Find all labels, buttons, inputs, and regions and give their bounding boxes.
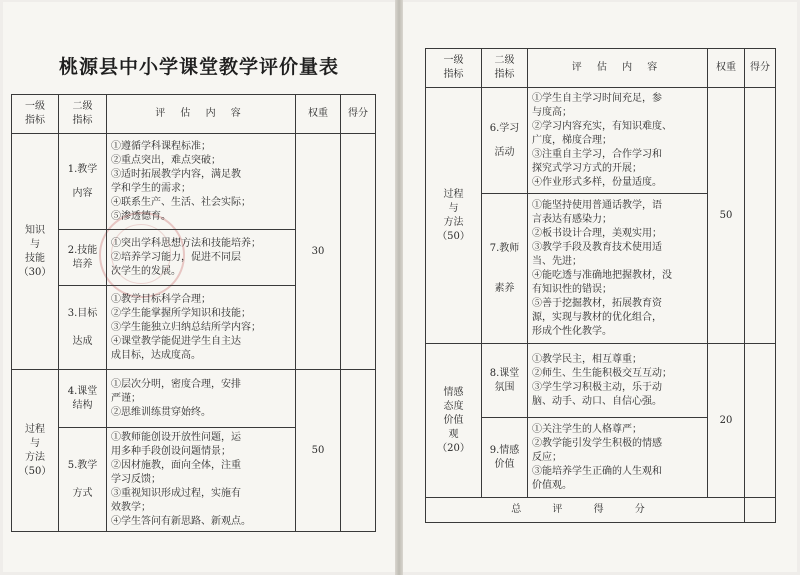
- level2-cell: 2.技能 培养: [59, 230, 107, 286]
- evaluation-table-left: [11, 94, 376, 532]
- total-score-cell[interactable]: [745, 498, 776, 523]
- header-content: 评 估 内 容: [107, 95, 296, 134]
- table-row: [12, 370, 376, 428]
- table-header: [426, 49, 776, 88]
- right-page: [403, 2, 797, 572]
- score-cell[interactable]: [341, 370, 376, 532]
- header-score: 得分: [745, 49, 776, 88]
- level2-cell: 1.教学 内容: [59, 134, 107, 230]
- level1-cell: 情感 态度 价值 观 （20）: [426, 344, 482, 498]
- content-cell: ①遵循学科课程标准； ②重点突出，难点突破； ③适时拓展教学内容，满足教 学和学生的需求； ④联系生产、生活、社会实际； ⑤渗透德育。: [107, 134, 296, 230]
- level1-cell: 知识 与 技能 （30）: [12, 134, 59, 370]
- table-row: [426, 344, 776, 418]
- level1-cell: 过程 与 方法 （50）: [426, 88, 482, 344]
- level2-cell: 7.教师 素养: [482, 194, 528, 344]
- header-level1: 一级 指标: [426, 49, 482, 88]
- total-label: 总 评 得 分: [426, 498, 745, 523]
- header-level1: 一级 指标: [12, 95, 59, 134]
- content-cell: ①教学民主，相互尊重； ②师生、生生能积极交互互动； ③学生学习积极主动，乐于动 脑、动手、动口、自信心强。: [528, 344, 708, 418]
- header-content: 评 估 内 容: [528, 49, 708, 88]
- content-cell: ①能坚持使用普通话教学，语 言表达有感染力； ②板书设计合理，美观实用； ③教学手段及教育技术使用适 当、先进； ④能吃透与准确地把握教材，没 有知识性的错误； ⑤善于挖掘教材，拓展教育资 源，实现与教材的优化组合， 形成个性化教学。: [528, 194, 708, 344]
- content-cell: ①突出学科思想方法和技能培养； ②培养学习能力，促进不同层 次学生的发展。: [107, 230, 296, 286]
- left-page: [3, 2, 395, 572]
- score-cell[interactable]: [745, 88, 776, 344]
- content-cell: ①关注学生的人格尊严； ②教学能引发学生积极的情感 反应； ③能培养学生正确的人生观和 价值观。: [528, 418, 708, 498]
- content-cell: ①教学目标科学合理； ②学生能掌握所学知识和技能； ③学生能独立归纳总结所学内容； ④课堂教学能促进学生自主达 成目标，达成度高。: [107, 286, 296, 370]
- score-cell[interactable]: [341, 134, 376, 370]
- level2-cell: 4.课堂 结构: [59, 370, 107, 428]
- level2-cell: 8.课堂 氛围: [482, 344, 528, 418]
- header-level2: 二级 指标: [59, 95, 107, 134]
- level2-cell: 3.目标 达成: [59, 286, 107, 370]
- book-gutter: [395, 0, 403, 575]
- level2-cell: 6.学习 活动: [482, 88, 528, 194]
- table-header: [12, 95, 376, 134]
- weight-cell: 20: [708, 344, 745, 498]
- weight-cell: 50: [708, 88, 745, 344]
- total-row: [426, 498, 776, 523]
- level2-cell: 5.教学 方式: [59, 428, 107, 532]
- content-cell: ①教师能创设开放性问题，运 用多种手段创设问题情景； ②因材施教，面向全体，注重 学习反馈； ③重视知识形成过程，实施有 效教学； ④学生答问有新思路、新观点。: [107, 428, 296, 532]
- content-cell: ①学生自主学习时间充足，参 与度高； ②学习内容充实，有知识难度、 广度，梯度合理； ③注重自主学习，合作学习和 探究式学习方式的开展； ④作业形式多样，份量适度。: [528, 88, 708, 194]
- score-cell[interactable]: [745, 344, 776, 498]
- level2-cell: 9.情感 价值: [482, 418, 528, 498]
- weight-cell: 50: [296, 370, 341, 532]
- header-weight: 权重: [296, 95, 341, 134]
- header-score: 得分: [341, 95, 376, 134]
- page-title: 桃源县中小学课堂教学评价量表: [58, 56, 339, 78]
- weight-cell: 30: [296, 134, 341, 370]
- evaluation-table-right: [425, 48, 776, 523]
- header-level2: 二级 指标: [482, 49, 528, 88]
- content-cell: ①层次分明，密度合理，安排 严谨； ②思维训练贯穿始终。: [107, 370, 296, 428]
- table-row: [12, 134, 376, 230]
- header-weight: 权重: [708, 49, 745, 88]
- table-row: [426, 88, 776, 194]
- level1-cell: 过程 与 方法 （50）: [12, 370, 59, 532]
